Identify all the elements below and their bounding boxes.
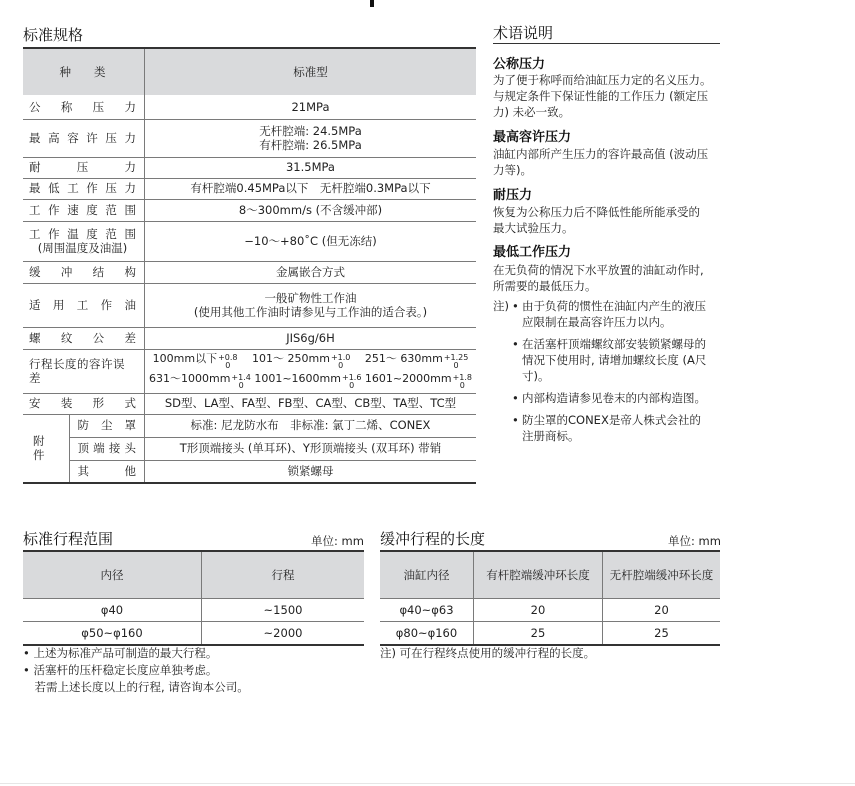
cushion-title: 缓冲行程的长度 — [380, 530, 486, 548]
cushion-cell: φ80~φ160 — [380, 622, 474, 646]
term-heading: 最高容许压力 — [493, 130, 572, 145]
spec-label: 最低工作压力 — [23, 178, 144, 199]
spec-table — [23, 47, 476, 484]
spec-value: 31.5MPa — [144, 157, 476, 178]
spec-label: 最高容许压力 — [23, 119, 144, 157]
term-body: 恢复为公称压力后不降低性能所能承受的 最大试验压力。 — [493, 205, 700, 235]
spec-value — [144, 119, 476, 157]
spec-label: 行程长度的容许误差 — [23, 349, 144, 393]
spec-value: 21MPa — [144, 95, 476, 119]
spec-row — [23, 393, 476, 414]
term-heading: 公称压力 — [493, 57, 546, 72]
spec-label: 公称压力 — [23, 95, 144, 119]
tol-item: 100mm以下 $^{+0.8 0}$ — [152, 352, 238, 370]
notes-prefix: 注) — [493, 299, 509, 313]
spec-row — [23, 221, 476, 261]
spec-row — [23, 261, 476, 283]
table-row — [23, 599, 364, 622]
spec-row — [23, 199, 476, 221]
cushion-cell: φ40~φ63 — [380, 599, 474, 622]
stroke-table — [23, 550, 364, 646]
spec-sublabel: 顶端接头 — [69, 437, 144, 460]
cushion-cell: 25 — [474, 622, 603, 646]
spec-sublabel: 其他 — [69, 460, 144, 483]
spec-value: 8～300mm/s (不含缓冲部) — [144, 199, 476, 221]
term-body: 为了便于称呼而给油缸压力定的名义压力。 与规定条件下保证性能的工作压力 (额定压 力) 未必一致。 — [493, 73, 712, 119]
table-row — [23, 622, 364, 646]
terms-title-rule — [493, 43, 720, 44]
note-item: 在活塞杆顶端螺纹部安装锁紧螺母的 情况下使用时, 请增加螺纹长度 (A尺 寸)。 — [522, 337, 707, 383]
cushion-table — [380, 550, 720, 646]
spec-value: SD型、LA型、FA型、FB型、CA型、CB型、TA型、TC型 — [144, 393, 476, 414]
note-item: 防尘罩的CONEX是帝人株式会社的 注册商标。 — [522, 413, 701, 443]
spec-row — [23, 119, 476, 157]
cushion-header: 有杆腔端缓冲环长度 — [474, 551, 603, 599]
stroke-cell: φ40 — [23, 599, 202, 622]
spec-accessory-row — [23, 437, 476, 460]
stroke-cell: φ50~φ160 — [23, 622, 202, 646]
note-item: 由于负荷的惯性在油缸内产生的液压 应限制在最高容许压力以内。 — [522, 299, 706, 329]
spec-row — [23, 178, 476, 199]
spec-label-line: 工作温度范围 — [29, 226, 136, 241]
spec-row — [23, 95, 476, 119]
cushion-header: 油缸内径 — [380, 551, 474, 599]
term-heading: 耐压力 — [493, 188, 533, 203]
spec-label — [23, 221, 144, 261]
stroke-header: 内径 — [23, 551, 202, 599]
spec-row — [23, 157, 476, 178]
note-bullet-icon: • — [512, 391, 519, 405]
spec-value: 有杆腔端0.45MPa以下 无杆腔端0.3MPa以下 — [144, 178, 476, 199]
term-body: 在无负荷的情况下水平放置的油缸动作时, 所需要的最低压力。 — [493, 263, 704, 293]
spec-accessory-row — [23, 460, 476, 483]
stroke-header-row — [23, 551, 364, 599]
cushion-header-row — [380, 551, 720, 599]
page-bottom-divider — [0, 783, 855, 784]
note-item: 内部构造请参见卷末的内部构造图。 — [522, 391, 706, 405]
stroke-title: 标准行程范围 — [23, 530, 114, 548]
cushion-header: 无杆腔端缓冲环长度 — [603, 551, 721, 599]
cushion-cell: 20 — [603, 599, 721, 622]
table-row — [380, 599, 720, 622]
stroke-cell: ~2000 — [202, 622, 365, 646]
spec-label: 螺纹公差 — [23, 327, 144, 349]
top-edge-mark — [370, 0, 374, 7]
stroke-notes: • 上述为标准产品可制造的最大行程。 • 活塞杆的压杆稳定长度应单独考虑。 若需上述长度以上的行程, 请咨询本公司。 — [23, 646, 249, 694]
spec-row — [23, 327, 476, 349]
cushion-cell: 20 — [474, 599, 603, 622]
stroke-header: 行程 — [202, 551, 365, 599]
term-body: 油缸内部所产生压力的容许最高值 (波动压 力等)。 — [493, 147, 709, 177]
spec-value-line: (使用其他工作油时请参见与工作油的适合表。) — [193, 305, 428, 319]
spec-label-line: (周围温度及油温) — [37, 241, 128, 255]
note-bullet-icon: • — [512, 413, 519, 427]
spec-value — [144, 283, 476, 327]
spec-header-type: 种 类 — [23, 48, 144, 95]
spec-value: 标准: 尼龙防水布 非标准: 氯丁二烯、CONEX — [144, 414, 476, 437]
spec-value: 金属嵌合方式 — [144, 261, 476, 283]
terms-title: 术语说明 — [493, 24, 554, 42]
spec-sublabel: 防尘罩 — [69, 414, 144, 437]
tol-item: 1601~2000mm $^{+1.8 0}$ — [364, 372, 472, 390]
spec-value: JIS6g/6H — [144, 327, 476, 349]
spec-label: 工作速度范围 — [23, 199, 144, 221]
tol-item: 251～ 630mm $^{+1.25 0}$ — [353, 352, 469, 370]
spec-value: 锁紧螺母 — [287, 464, 334, 479]
note-bullet-icon: • — [512, 337, 519, 351]
spec-value: T形顶端接头 (单耳环)、Y形顶端接头 (双耳环) 带销 — [144, 437, 476, 460]
tol-item: 631～1000mm $^{+1.4 0}$ — [148, 372, 251, 390]
spec-title: 标准规格 — [23, 26, 84, 44]
spec-value-line: 无杆腔端: 24.5MPa — [259, 123, 362, 138]
spec-value-line: 有杆腔端: 26.5MPa — [259, 138, 362, 152]
stroke-cell: ~1500 — [202, 599, 365, 622]
tol-item: 101～ 250mm $^{+1.0 0}$ — [241, 352, 351, 370]
spec-row — [23, 349, 476, 393]
spec-value: −10～+80˚C (但无冻结) — [144, 221, 476, 261]
spec-row — [23, 283, 476, 327]
spec-accessory-row — [23, 414, 476, 437]
spec-group-label: 附件 — [23, 414, 69, 483]
spec-label: 安装形式 — [23, 393, 144, 414]
table-row — [380, 622, 720, 646]
cushion-unit: 单位: mm — [668, 534, 721, 548]
note-bullet-icon: • — [512, 299, 519, 313]
spec-label: 缓冲结构 — [23, 261, 144, 283]
cushion-note: 注) 可在行程终点使用的缓冲行程的长度。 — [380, 646, 596, 660]
stroke-unit: 单位: mm — [311, 534, 364, 548]
spec-value-line: 一般矿物性工作油 — [264, 290, 357, 305]
term-heading: 最低工作压力 — [493, 245, 572, 260]
spec-header-standard: 标准型 — [144, 48, 476, 95]
cushion-cell: 25 — [603, 622, 721, 646]
spec-label: 耐压力 — [23, 157, 144, 178]
spec-value-tolerance — [144, 349, 476, 393]
spec-label: 适用工作油 — [23, 283, 144, 327]
spec-header-row — [23, 48, 476, 95]
tol-item: 1001~1600mm $^{+1.6 0}$ — [254, 372, 362, 390]
